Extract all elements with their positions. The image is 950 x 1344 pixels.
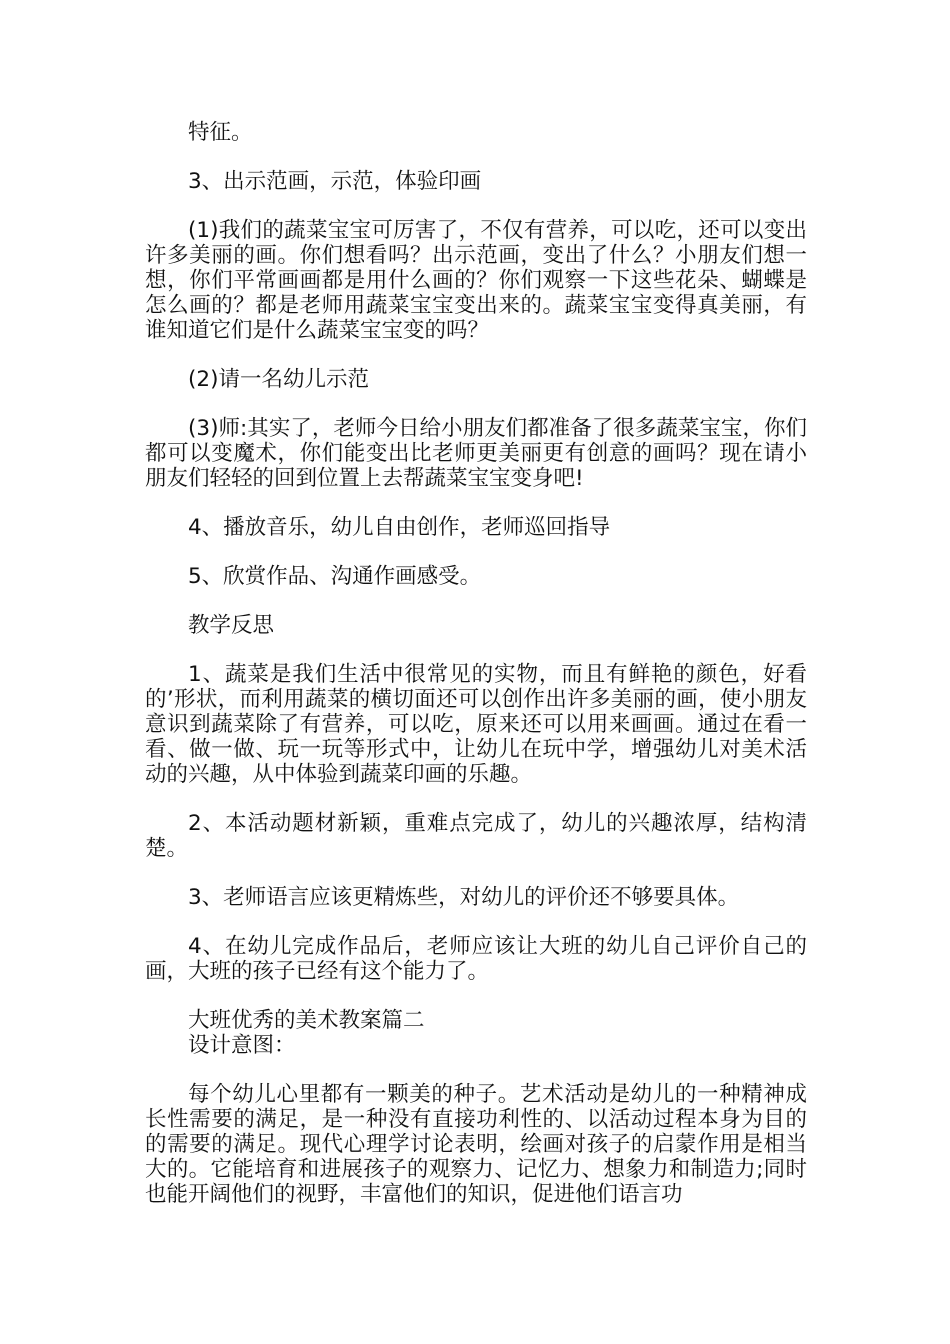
paragraph: (3)师:其实了，老师今日给小朋友们都准备了很多蔬菜宝宝，你们都可以变魔术，你们能变出比老师更美丽更有创意的画吗？现在请小朋友们轻轻的回到位置上去帮蔬菜宝宝变身吧!: [145, 416, 807, 491]
section-heading: 教学反思: [188, 613, 275, 638]
section-title: 大班优秀的美术教案篇二: [188, 1008, 425, 1033]
paragraph: 4、在幼儿完成作品后，老师应该让大班的幼儿自己评价自己的画，大班的孩子已经有这个能力了。: [145, 934, 807, 984]
section-heading: 设计意图：: [188, 1033, 296, 1058]
paragraph: 5、欣赏作品、沟通作画感受。: [188, 564, 482, 589]
paragraph: 3、出示范画，示范，体验印画: [188, 169, 482, 194]
paragraph: (1)我们的蔬菜宝宝可厉害了，不仅有营养，可以吃，还可以变出许多美丽的画。你们想看吗？出示范画，变出了什么？小朋友们想一想，你们平常画画都是用什么画的？你们观察一下这些花朵、蝴蝶是怎么画的？都是老师用蔬菜宝宝变出来的。蔬菜宝宝变得真美丽，有谁知道它们是什么蔬菜宝宝变的吗？: [145, 218, 807, 343]
paragraph: 每个幼儿心里都有一颗美的种子。艺术活动是幼儿的一种精神成长性需要的满足，是一种没有直接功利性的、以活动过程本身为目的的需要的满足。现代心理学讨论表明，绘画对孩子的启蒙作用是相当大的。它能培育和进展孩子的观察力、记忆力、想象力和制造力;同时也能开阔他们的视野，丰富他们的知识，促进他们语言功: [145, 1082, 807, 1207]
paragraph: 3、老师语言应该更精炼些，对幼儿的评价还不够要具体。: [188, 885, 740, 910]
document-body: [145, 120, 807, 1207]
paragraph: (2)请一名幼儿示范: [188, 367, 369, 392]
paragraph: 特征。: [188, 120, 253, 145]
paragraph: 2、本活动题材新颖，重难点完成了，幼儿的兴趣浓厚，结构清楚。: [145, 811, 807, 861]
paragraph: 4、播放音乐，幼儿自由创作，老师巡回指导: [188, 515, 611, 540]
paragraph: 1、蔬菜是我们生活中很常见的实物，而且有鲜艳的颜色，好看的’形状，而利用蔬菜的横切面还可以创作出许多美丽的画，使小朋友意识到蔬菜除了有营养，可以吃，原来还可以用来画画。通过在看一看、做一做、玩一玩等形式中，让幼儿在玩中学，增强幼儿对美术活动的兴趣，从中体验到蔬菜印画的乐趣。: [145, 662, 807, 787]
